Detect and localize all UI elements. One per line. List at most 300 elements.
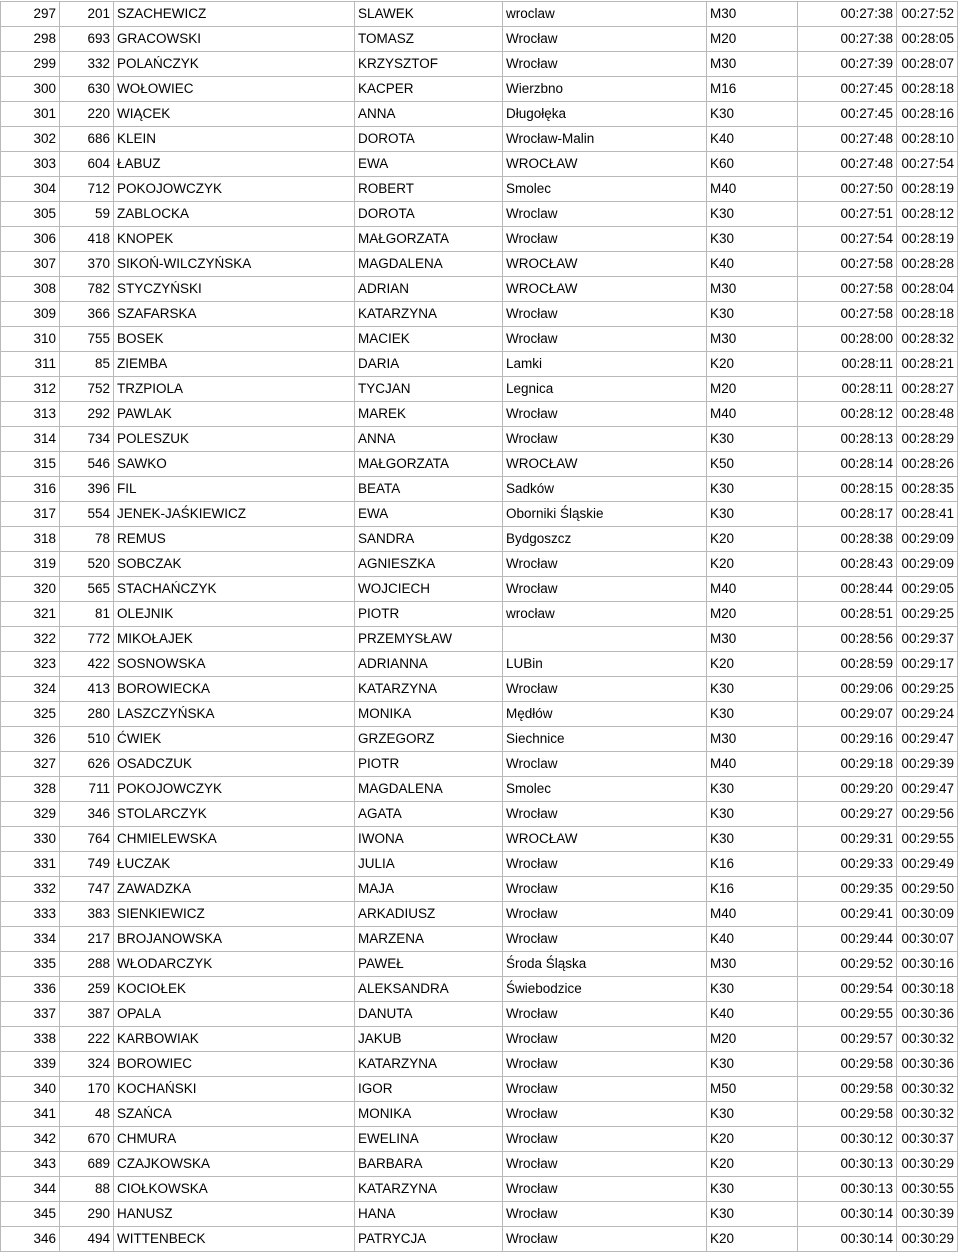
cell-city: Środa Śląska	[503, 952, 707, 977]
cell-bib: 689	[60, 1152, 114, 1177]
cell-gun-time: 00:29:09	[897, 552, 958, 577]
cell-surname: SIENKIEWICZ	[114, 902, 355, 927]
cell-bib: 88	[60, 1177, 114, 1202]
cell-category: K30	[707, 302, 798, 327]
cell-gun-time: 00:29:25	[897, 602, 958, 627]
cell-place: 342	[1, 1127, 60, 1152]
cell-category: K20	[707, 1152, 798, 1177]
cell-surname: SZACHEWICZ	[114, 2, 355, 27]
cell-bib: 712	[60, 177, 114, 202]
table-row	[1, 1077, 958, 1102]
cell-surname: KLEIN	[114, 127, 355, 152]
cell-net-time: 00:28:59	[798, 652, 897, 677]
cell-city: Wrocław	[503, 1027, 707, 1052]
cell-first-name: MAŁGORZATA	[355, 452, 503, 477]
cell-place: 333	[1, 902, 60, 927]
cell-place: 301	[1, 102, 60, 127]
cell-city	[503, 627, 707, 652]
cell-city: Wrocław	[503, 1102, 707, 1127]
cell-net-time: 00:27:45	[798, 77, 897, 102]
table-row	[1, 852, 958, 877]
cell-net-time: 00:28:44	[798, 577, 897, 602]
cell-gun-time: 00:29:25	[897, 677, 958, 702]
cell-net-time: 00:29:57	[798, 1027, 897, 1052]
cell-first-name: KATARZYNA	[355, 1177, 503, 1202]
cell-net-time: 00:28:38	[798, 527, 897, 552]
cell-place: 325	[1, 702, 60, 727]
cell-place: 309	[1, 302, 60, 327]
cell-net-time: 00:27:54	[798, 227, 897, 252]
cell-category: K20	[707, 352, 798, 377]
cell-first-name: EWA	[355, 152, 503, 177]
table-row	[1, 1127, 958, 1152]
cell-first-name: MACIEK	[355, 327, 503, 352]
cell-net-time: 00:29:58	[798, 1102, 897, 1127]
cell-gun-time: 00:29:05	[897, 577, 958, 602]
cell-surname: CHMURA	[114, 1127, 355, 1152]
cell-category: M40	[707, 577, 798, 602]
cell-category: M30	[707, 2, 798, 27]
cell-city: Wrocław	[503, 402, 707, 427]
table-row	[1, 552, 958, 577]
cell-net-time: 00:27:51	[798, 202, 897, 227]
cell-place: 332	[1, 877, 60, 902]
cell-surname: SZAŃCA	[114, 1102, 355, 1127]
cell-category: K20	[707, 1127, 798, 1152]
cell-first-name: SANDRA	[355, 527, 503, 552]
cell-surname: ĆWIEK	[114, 727, 355, 752]
cell-bib: 764	[60, 827, 114, 852]
cell-surname: ZAWADZKA	[114, 877, 355, 902]
cell-category: M20	[707, 377, 798, 402]
cell-bib: 752	[60, 377, 114, 402]
cell-first-name: TYCJAN	[355, 377, 503, 402]
cell-surname: SOBCZAK	[114, 552, 355, 577]
cell-category: K30	[707, 802, 798, 827]
cell-first-name: GRZEGORZ	[355, 727, 503, 752]
cell-net-time: 00:27:48	[798, 152, 897, 177]
cell-gun-time: 00:28:16	[897, 102, 958, 127]
cell-net-time: 00:29:44	[798, 927, 897, 952]
cell-bib: 78	[60, 527, 114, 552]
cell-first-name: PIOTR	[355, 602, 503, 627]
cell-gun-time: 00:30:37	[897, 1127, 958, 1152]
table-row	[1, 77, 958, 102]
cell-category: M30	[707, 952, 798, 977]
table-row	[1, 752, 958, 777]
cell-category: K50	[707, 452, 798, 477]
cell-bib: 288	[60, 952, 114, 977]
cell-place: 304	[1, 177, 60, 202]
cell-city: WROCŁAW	[503, 152, 707, 177]
cell-surname: CIOŁKOWSKA	[114, 1177, 355, 1202]
table-row	[1, 727, 958, 752]
cell-gun-time: 00:28:10	[897, 127, 958, 152]
cell-gun-time: 00:30:29	[897, 1227, 958, 1252]
cell-category: K20	[707, 1227, 798, 1252]
cell-net-time: 00:29:27	[798, 802, 897, 827]
cell-gun-time: 00:28:35	[897, 477, 958, 502]
table-row	[1, 1202, 958, 1227]
cell-first-name: JAKUB	[355, 1027, 503, 1052]
cell-bib: 749	[60, 852, 114, 877]
cell-category: M20	[707, 602, 798, 627]
cell-city: Mędłów	[503, 702, 707, 727]
cell-category: K60	[707, 152, 798, 177]
cell-first-name: ALEKSANDRA	[355, 977, 503, 1002]
cell-gun-time: 00:29:47	[897, 727, 958, 752]
cell-surname: KARBOWIAK	[114, 1027, 355, 1052]
cell-gun-time: 00:30:36	[897, 1052, 958, 1077]
cell-place: 344	[1, 1177, 60, 1202]
cell-gun-time: 00:28:04	[897, 277, 958, 302]
cell-net-time: 00:28:12	[798, 402, 897, 427]
cell-first-name: BEATA	[355, 477, 503, 502]
cell-bib: 59	[60, 202, 114, 227]
cell-category: M30	[707, 52, 798, 77]
cell-gun-time: 00:30:07	[897, 927, 958, 952]
cell-net-time: 00:28:56	[798, 627, 897, 652]
cell-surname: KNOPEK	[114, 227, 355, 252]
cell-gun-time: 00:29:47	[897, 777, 958, 802]
cell-city: Wrocław	[503, 577, 707, 602]
cell-first-name: TOMASZ	[355, 27, 503, 52]
cell-surname: LASZCZYŃSKA	[114, 702, 355, 727]
cell-city: Wrocław	[503, 427, 707, 452]
cell-bib: 366	[60, 302, 114, 327]
cell-surname: WOŁOWIEC	[114, 77, 355, 102]
cell-place: 315	[1, 452, 60, 477]
table-row	[1, 452, 958, 477]
cell-place: 337	[1, 1002, 60, 1027]
cell-bib: 734	[60, 427, 114, 452]
cell-bib: 201	[60, 2, 114, 27]
cell-first-name: EWA	[355, 502, 503, 527]
cell-place: 331	[1, 852, 60, 877]
cell-bib: 418	[60, 227, 114, 252]
cell-surname: SAWKO	[114, 452, 355, 477]
cell-city: Wierzbno	[503, 77, 707, 102]
cell-place: 324	[1, 677, 60, 702]
cell-city: Wrocław	[503, 802, 707, 827]
cell-city: Wrocław	[503, 927, 707, 952]
cell-place: 316	[1, 477, 60, 502]
cell-first-name: DOROTA	[355, 202, 503, 227]
cell-place: 343	[1, 1152, 60, 1177]
cell-net-time: 00:27:38	[798, 2, 897, 27]
cell-net-time: 00:29:16	[798, 727, 897, 752]
cell-first-name: KATARZYNA	[355, 677, 503, 702]
cell-category: M20	[707, 1027, 798, 1052]
cell-place: 334	[1, 927, 60, 952]
results-body	[1, 2, 958, 1252]
cell-gun-time: 00:30:32	[897, 1102, 958, 1127]
cell-surname: WIĄCEK	[114, 102, 355, 127]
cell-category: K20	[707, 527, 798, 552]
cell-category: M16	[707, 77, 798, 102]
cell-net-time: 00:29:55	[798, 1002, 897, 1027]
cell-category: M40	[707, 752, 798, 777]
cell-gun-time: 00:29:39	[897, 752, 958, 777]
cell-bib: 170	[60, 1077, 114, 1102]
cell-gun-time: 00:28:19	[897, 177, 958, 202]
cell-place: 339	[1, 1052, 60, 1077]
cell-city: Wrocław	[503, 52, 707, 77]
table-row	[1, 52, 958, 77]
cell-net-time: 00:29:41	[798, 902, 897, 927]
cell-surname: ZIEMBA	[114, 352, 355, 377]
cell-first-name: PRZEMYSŁAW	[355, 627, 503, 652]
cell-place: 336	[1, 977, 60, 1002]
cell-surname: BOSEK	[114, 327, 355, 352]
cell-net-time: 00:30:14	[798, 1202, 897, 1227]
cell-place: 311	[1, 352, 60, 377]
cell-city: LUBin	[503, 652, 707, 677]
cell-category: K30	[707, 702, 798, 727]
cell-net-time: 00:29:20	[798, 777, 897, 802]
cell-category: K40	[707, 252, 798, 277]
cell-category: K30	[707, 977, 798, 1002]
cell-place: 308	[1, 277, 60, 302]
table-row	[1, 1102, 958, 1127]
cell-place: 318	[1, 527, 60, 552]
results-table	[0, 1, 958, 1252]
cell-bib: 220	[60, 102, 114, 127]
table-row	[1, 952, 958, 977]
cell-city: Smolec	[503, 177, 707, 202]
cell-bib: 782	[60, 277, 114, 302]
cell-bib: 772	[60, 627, 114, 652]
cell-net-time: 00:27:45	[798, 102, 897, 127]
table-row	[1, 1052, 958, 1077]
cell-city: WROCŁAW	[503, 277, 707, 302]
cell-surname: POKOJOWCZYK	[114, 177, 355, 202]
cell-gun-time: 00:28:19	[897, 227, 958, 252]
table-row	[1, 202, 958, 227]
cell-city: Bydgoszcz	[503, 527, 707, 552]
cell-place: 312	[1, 377, 60, 402]
cell-surname: STYCZYŃSKI	[114, 277, 355, 302]
cell-gun-time: 00:30:29	[897, 1152, 958, 1177]
table-row	[1, 527, 958, 552]
cell-place: 345	[1, 1202, 60, 1227]
cell-city: Wroclaw	[503, 202, 707, 227]
cell-city: Sadków	[503, 477, 707, 502]
cell-surname: WŁODARCZYK	[114, 952, 355, 977]
cell-first-name: DANUTA	[355, 1002, 503, 1027]
cell-city: Długołęka	[503, 102, 707, 127]
cell-city: Wrocław	[503, 1077, 707, 1102]
table-row	[1, 877, 958, 902]
cell-net-time: 00:29:35	[798, 877, 897, 902]
cell-first-name: MONIKA	[355, 702, 503, 727]
table-row	[1, 1027, 958, 1052]
cell-surname: TRZPIOLA	[114, 377, 355, 402]
cell-category: K40	[707, 127, 798, 152]
cell-first-name: ADRIAN	[355, 277, 503, 302]
cell-city: Wrocław	[503, 302, 707, 327]
cell-bib: 494	[60, 1227, 114, 1252]
cell-place: 338	[1, 1027, 60, 1052]
cell-category: K16	[707, 852, 798, 877]
cell-city: Świebodzice	[503, 977, 707, 1002]
cell-net-time: 00:29:31	[798, 827, 897, 852]
cell-bib: 422	[60, 652, 114, 677]
cell-place: 297	[1, 2, 60, 27]
cell-category: K16	[707, 877, 798, 902]
cell-surname: CHMIELEWSKA	[114, 827, 355, 852]
cell-gun-time: 00:28:29	[897, 427, 958, 452]
cell-first-name: PATRYCJA	[355, 1227, 503, 1252]
cell-place: 320	[1, 577, 60, 602]
cell-surname: HANUSZ	[114, 1202, 355, 1227]
cell-first-name: KRZYSZTOF	[355, 52, 503, 77]
cell-place: 302	[1, 127, 60, 152]
cell-first-name: DOROTA	[355, 127, 503, 152]
cell-gun-time: 00:28:41	[897, 502, 958, 527]
cell-gun-time: 00:29:09	[897, 527, 958, 552]
cell-bib: 346	[60, 802, 114, 827]
cell-bib: 546	[60, 452, 114, 477]
cell-gun-time: 00:29:56	[897, 802, 958, 827]
cell-net-time: 00:27:38	[798, 27, 897, 52]
cell-city: Legnica	[503, 377, 707, 402]
cell-place: 322	[1, 627, 60, 652]
cell-city: Wrocław	[503, 1152, 707, 1177]
cell-gun-time: 00:28:18	[897, 77, 958, 102]
cell-gun-time: 00:28:05	[897, 27, 958, 52]
cell-bib: 292	[60, 402, 114, 427]
cell-surname: JENEK-JAŚKIEWICZ	[114, 502, 355, 527]
cell-bib: 332	[60, 52, 114, 77]
cell-first-name: MONIKA	[355, 1102, 503, 1127]
cell-category: K30	[707, 227, 798, 252]
cell-city: Wrocław	[503, 1127, 707, 1152]
cell-first-name: MAŁGORZATA	[355, 227, 503, 252]
cell-category: K30	[707, 677, 798, 702]
results-sheet	[0, 1, 957, 1252]
table-row	[1, 677, 958, 702]
cell-first-name: PAWEŁ	[355, 952, 503, 977]
cell-bib: 217	[60, 927, 114, 952]
table-row	[1, 1002, 958, 1027]
cell-city: Wrocław	[503, 1002, 707, 1027]
cell-bib: 626	[60, 752, 114, 777]
table-row	[1, 27, 958, 52]
cell-gun-time: 00:28:07	[897, 52, 958, 77]
cell-gun-time: 00:28:12	[897, 202, 958, 227]
cell-place: 328	[1, 777, 60, 802]
cell-gun-time: 00:28:18	[897, 302, 958, 327]
cell-surname: ŁABUZ	[114, 152, 355, 177]
table-row	[1, 2, 958, 27]
cell-bib: 259	[60, 977, 114, 1002]
cell-bib: 554	[60, 502, 114, 527]
table-row	[1, 427, 958, 452]
cell-gun-time: 00:29:17	[897, 652, 958, 677]
cell-category: K30	[707, 477, 798, 502]
cell-place: 306	[1, 227, 60, 252]
cell-bib: 413	[60, 677, 114, 702]
cell-category: K30	[707, 1102, 798, 1127]
cell-surname: OLEJNIK	[114, 602, 355, 627]
cell-city: Wrocław	[503, 27, 707, 52]
cell-city: Lamki	[503, 352, 707, 377]
cell-city: Wrocław	[503, 902, 707, 927]
table-row	[1, 927, 958, 952]
cell-net-time: 00:28:11	[798, 352, 897, 377]
cell-bib: 670	[60, 1127, 114, 1152]
cell-surname: OPALA	[114, 1002, 355, 1027]
cell-first-name: JULIA	[355, 852, 503, 877]
cell-gun-time: 00:29:49	[897, 852, 958, 877]
cell-gun-time: 00:29:50	[897, 877, 958, 902]
table-row	[1, 652, 958, 677]
table-row	[1, 577, 958, 602]
cell-gun-time: 00:30:09	[897, 902, 958, 927]
cell-category: K30	[707, 502, 798, 527]
cell-place: 313	[1, 402, 60, 427]
cell-surname: SZAFARSKA	[114, 302, 355, 327]
cell-category: K30	[707, 777, 798, 802]
cell-bib: 604	[60, 152, 114, 177]
cell-category: K20	[707, 652, 798, 677]
table-row	[1, 402, 958, 427]
cell-place: 314	[1, 427, 60, 452]
cell-first-name: MAREK	[355, 402, 503, 427]
cell-place: 341	[1, 1102, 60, 1127]
cell-gun-time: 00:30:16	[897, 952, 958, 977]
cell-category: M30	[707, 727, 798, 752]
table-row	[1, 702, 958, 727]
cell-gun-time: 00:29:24	[897, 702, 958, 727]
cell-gun-time: 00:30:39	[897, 1202, 958, 1227]
cell-surname: ZABLOCKA	[114, 202, 355, 227]
cell-surname: CZAJKOWSKA	[114, 1152, 355, 1177]
cell-city: Wrocław	[503, 1177, 707, 1202]
cell-city: Oborniki Śląskie	[503, 502, 707, 527]
cell-first-name: AGNIESZKA	[355, 552, 503, 577]
cell-gun-time: 00:27:52	[897, 2, 958, 27]
cell-place: 307	[1, 252, 60, 277]
cell-gun-time: 00:29:55	[897, 827, 958, 852]
cell-bib: 686	[60, 127, 114, 152]
cell-bib: 755	[60, 327, 114, 352]
cell-first-name: WOJCIECH	[355, 577, 503, 602]
cell-city: wroclaw	[503, 2, 707, 27]
cell-category: K30	[707, 1052, 798, 1077]
cell-bib: 520	[60, 552, 114, 577]
cell-place: 317	[1, 502, 60, 527]
cell-city: WROCŁAW	[503, 827, 707, 852]
cell-place: 329	[1, 802, 60, 827]
cell-first-name: PIOTR	[355, 752, 503, 777]
cell-place: 346	[1, 1227, 60, 1252]
cell-first-name: ADRIANNA	[355, 652, 503, 677]
table-row	[1, 327, 958, 352]
cell-net-time: 00:28:51	[798, 602, 897, 627]
cell-net-time: 00:29:58	[798, 1077, 897, 1102]
cell-place: 326	[1, 727, 60, 752]
cell-net-time: 00:27:50	[798, 177, 897, 202]
cell-surname: KOCHAŃSKI	[114, 1077, 355, 1102]
cell-net-time: 00:30:13	[798, 1177, 897, 1202]
cell-category: M30	[707, 277, 798, 302]
cell-surname: POKOJOWCZYK	[114, 777, 355, 802]
cell-surname: STACHAŃCZYK	[114, 577, 355, 602]
cell-net-time: 00:28:15	[798, 477, 897, 502]
cell-category: K30	[707, 1177, 798, 1202]
